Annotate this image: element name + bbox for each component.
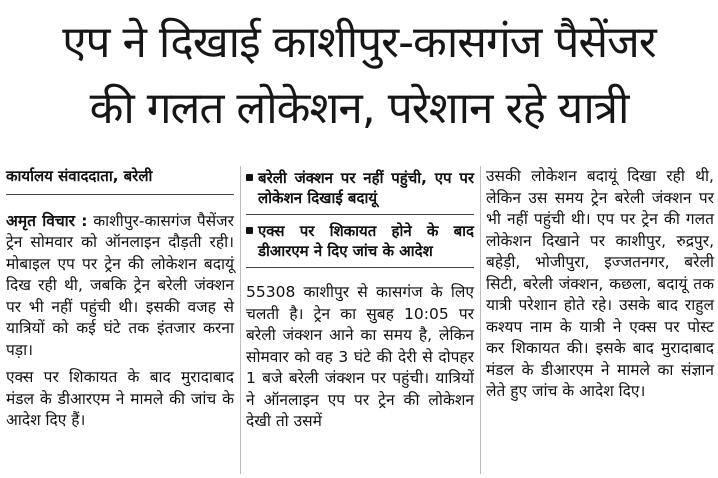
- column-2-para-1: 55308 काशीपुर से कासगंज के लिए चलती है। ट्रेन का सुबह 10:05 पर बरेली जंक्शन आने का समय है, लेकिन सोमवार को वह 3 घंटे की देरी से दोपहर 1 बजे बरेली जंक्शन पर पहुंची। यात्रियों ने ऑनलाइन एप पर ट्रेन की लोकेशन देखी तो उसमें: [246, 283, 474, 430]
- headline-line-1: एप ने दिखाई काशीपुर-कासगंज पैसेंजर: [62, 17, 656, 68]
- column-1-para-1-text: काशीपुर-कासगंज पैसेंजर ट्रेन सोमवार को ऑनलाइन दौड़ती रही। मोबाइल एप पर ट्रेन की लोकेशन बदायूं दिख रही थी, जबकि ट्रेन बरेली जंक्शन पर भी नहीं पहुंची थी। इसकी वजह से यात्रियों को कई घंटे तक इंतजार करना पड़ा।: [6, 211, 234, 359]
- column-1: [6, 166, 234, 438]
- column-3: [486, 166, 714, 409]
- column-1-para-2: एक्स पर शिकायत के बाद मुरादाबाद मंडल के डीआरएम ने मामले की जांच के आदेश दिए हैं।: [6, 368, 234, 429]
- highlight-2: [246, 219, 474, 268]
- column-divider-2: [480, 166, 481, 474]
- bullet-icon: [246, 227, 253, 234]
- highlight-2-text: एक्स पर शिकायत होने के बाद डीआरएम ने दिए जांच के आदेश: [258, 222, 474, 260]
- byline: कार्यालय संवाददाता, बरेली: [6, 166, 234, 195]
- column-3-para-1: उसकी लोकेशन बदायूं दिखा रही थी, लेकिन उस समय ट्रेन बरेली जंक्शन पर भी नहीं पहुंची थी। एप पर ट्रेन की गलत लोकेशन दिखाने पर काशीपुर, रुद्रपुर, बहेड़ी, भोजीपुरा, इज्जतनगर, बरेली सिटी, बरेली जंक्शन, कछला, बदायूं तक यात्री परेशान होते रहे। उसके बाद राहुल कश्यप नाम के यात्री ने एक्स पर पोस्ट कर शिकायत की। इसके बाद मुरादाबाद मंडल के डीआरएम ने मामले का संज्ञान लेते हुए जांच के आदेश दिए।: [486, 167, 714, 400]
- headline-line-2: की गलत लोकेशन, परेशान रहे यात्री: [89, 83, 629, 134]
- column-2: [246, 166, 474, 439]
- highlight-1-text: बरेली जंक्शन पर नहीं पहुंची, एप पर लोकेशन दिखाई बदायूं: [258, 169, 474, 207]
- lead-label: अमृत विचार :: [6, 211, 88, 230]
- bullet-icon: [246, 174, 253, 181]
- column-divider-1: [240, 166, 241, 474]
- column-1-para-1: [6, 211, 234, 362]
- highlight-1: [246, 166, 474, 215]
